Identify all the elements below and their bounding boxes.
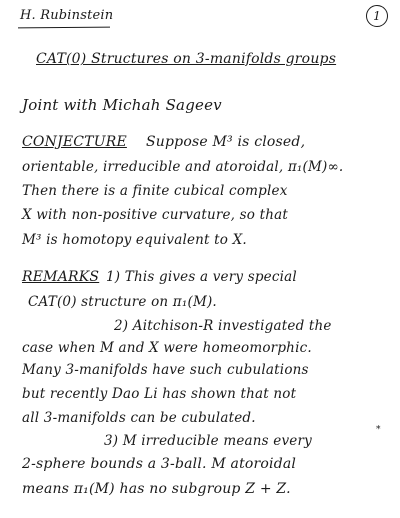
collaborator-line: Joint with Michah Sageev	[22, 96, 222, 114]
page-title: CAT(0) Structures on 3-manifolds groups	[36, 51, 337, 67]
conjecture-line: Suppose M³ is closed,	[146, 134, 306, 150]
conjecture-line: X with non-positive curvature, so that	[22, 207, 288, 223]
author-underline	[18, 27, 110, 29]
remark-line: 2-sphere bounds a 3-ball. M atoroidal	[22, 456, 297, 472]
conjecture-line: orientable, irreducible and atoroidal, π₁(M)∞.	[22, 159, 344, 175]
remarks-heading: REMARKS	[22, 269, 100, 285]
remark-line: case when M and X were homeomorphic.	[22, 340, 312, 356]
conjecture-heading: CONJECTURE	[22, 134, 127, 150]
remark-line: but recently Dao Li has shown that not	[22, 386, 297, 402]
remark-line: 1) This gives a very special	[106, 269, 297, 285]
margin-mark: *	[376, 425, 381, 435]
remark-line: 3) M irreducible means every	[104, 433, 312, 449]
remark-line: CAT(0) structure on π₁(M).	[28, 294, 217, 310]
remark-line: Many 3-manifolds have such cubulations	[22, 362, 309, 378]
remark-line: 2) Aitchison-R investigated the	[114, 318, 332, 334]
page-number-circle: 1	[366, 5, 388, 27]
remark-line: means π₁(M) has no subgroup Z + Z.	[22, 481, 291, 497]
remark-line: all 3-manifolds can be cubulated.	[22, 410, 256, 426]
conjecture-line: Then there is a finite cubical complex	[22, 183, 288, 199]
author-name: H. Rubinstein	[20, 8, 114, 23]
conjecture-line: M³ is homotopy equivalent to X.	[22, 232, 247, 248]
